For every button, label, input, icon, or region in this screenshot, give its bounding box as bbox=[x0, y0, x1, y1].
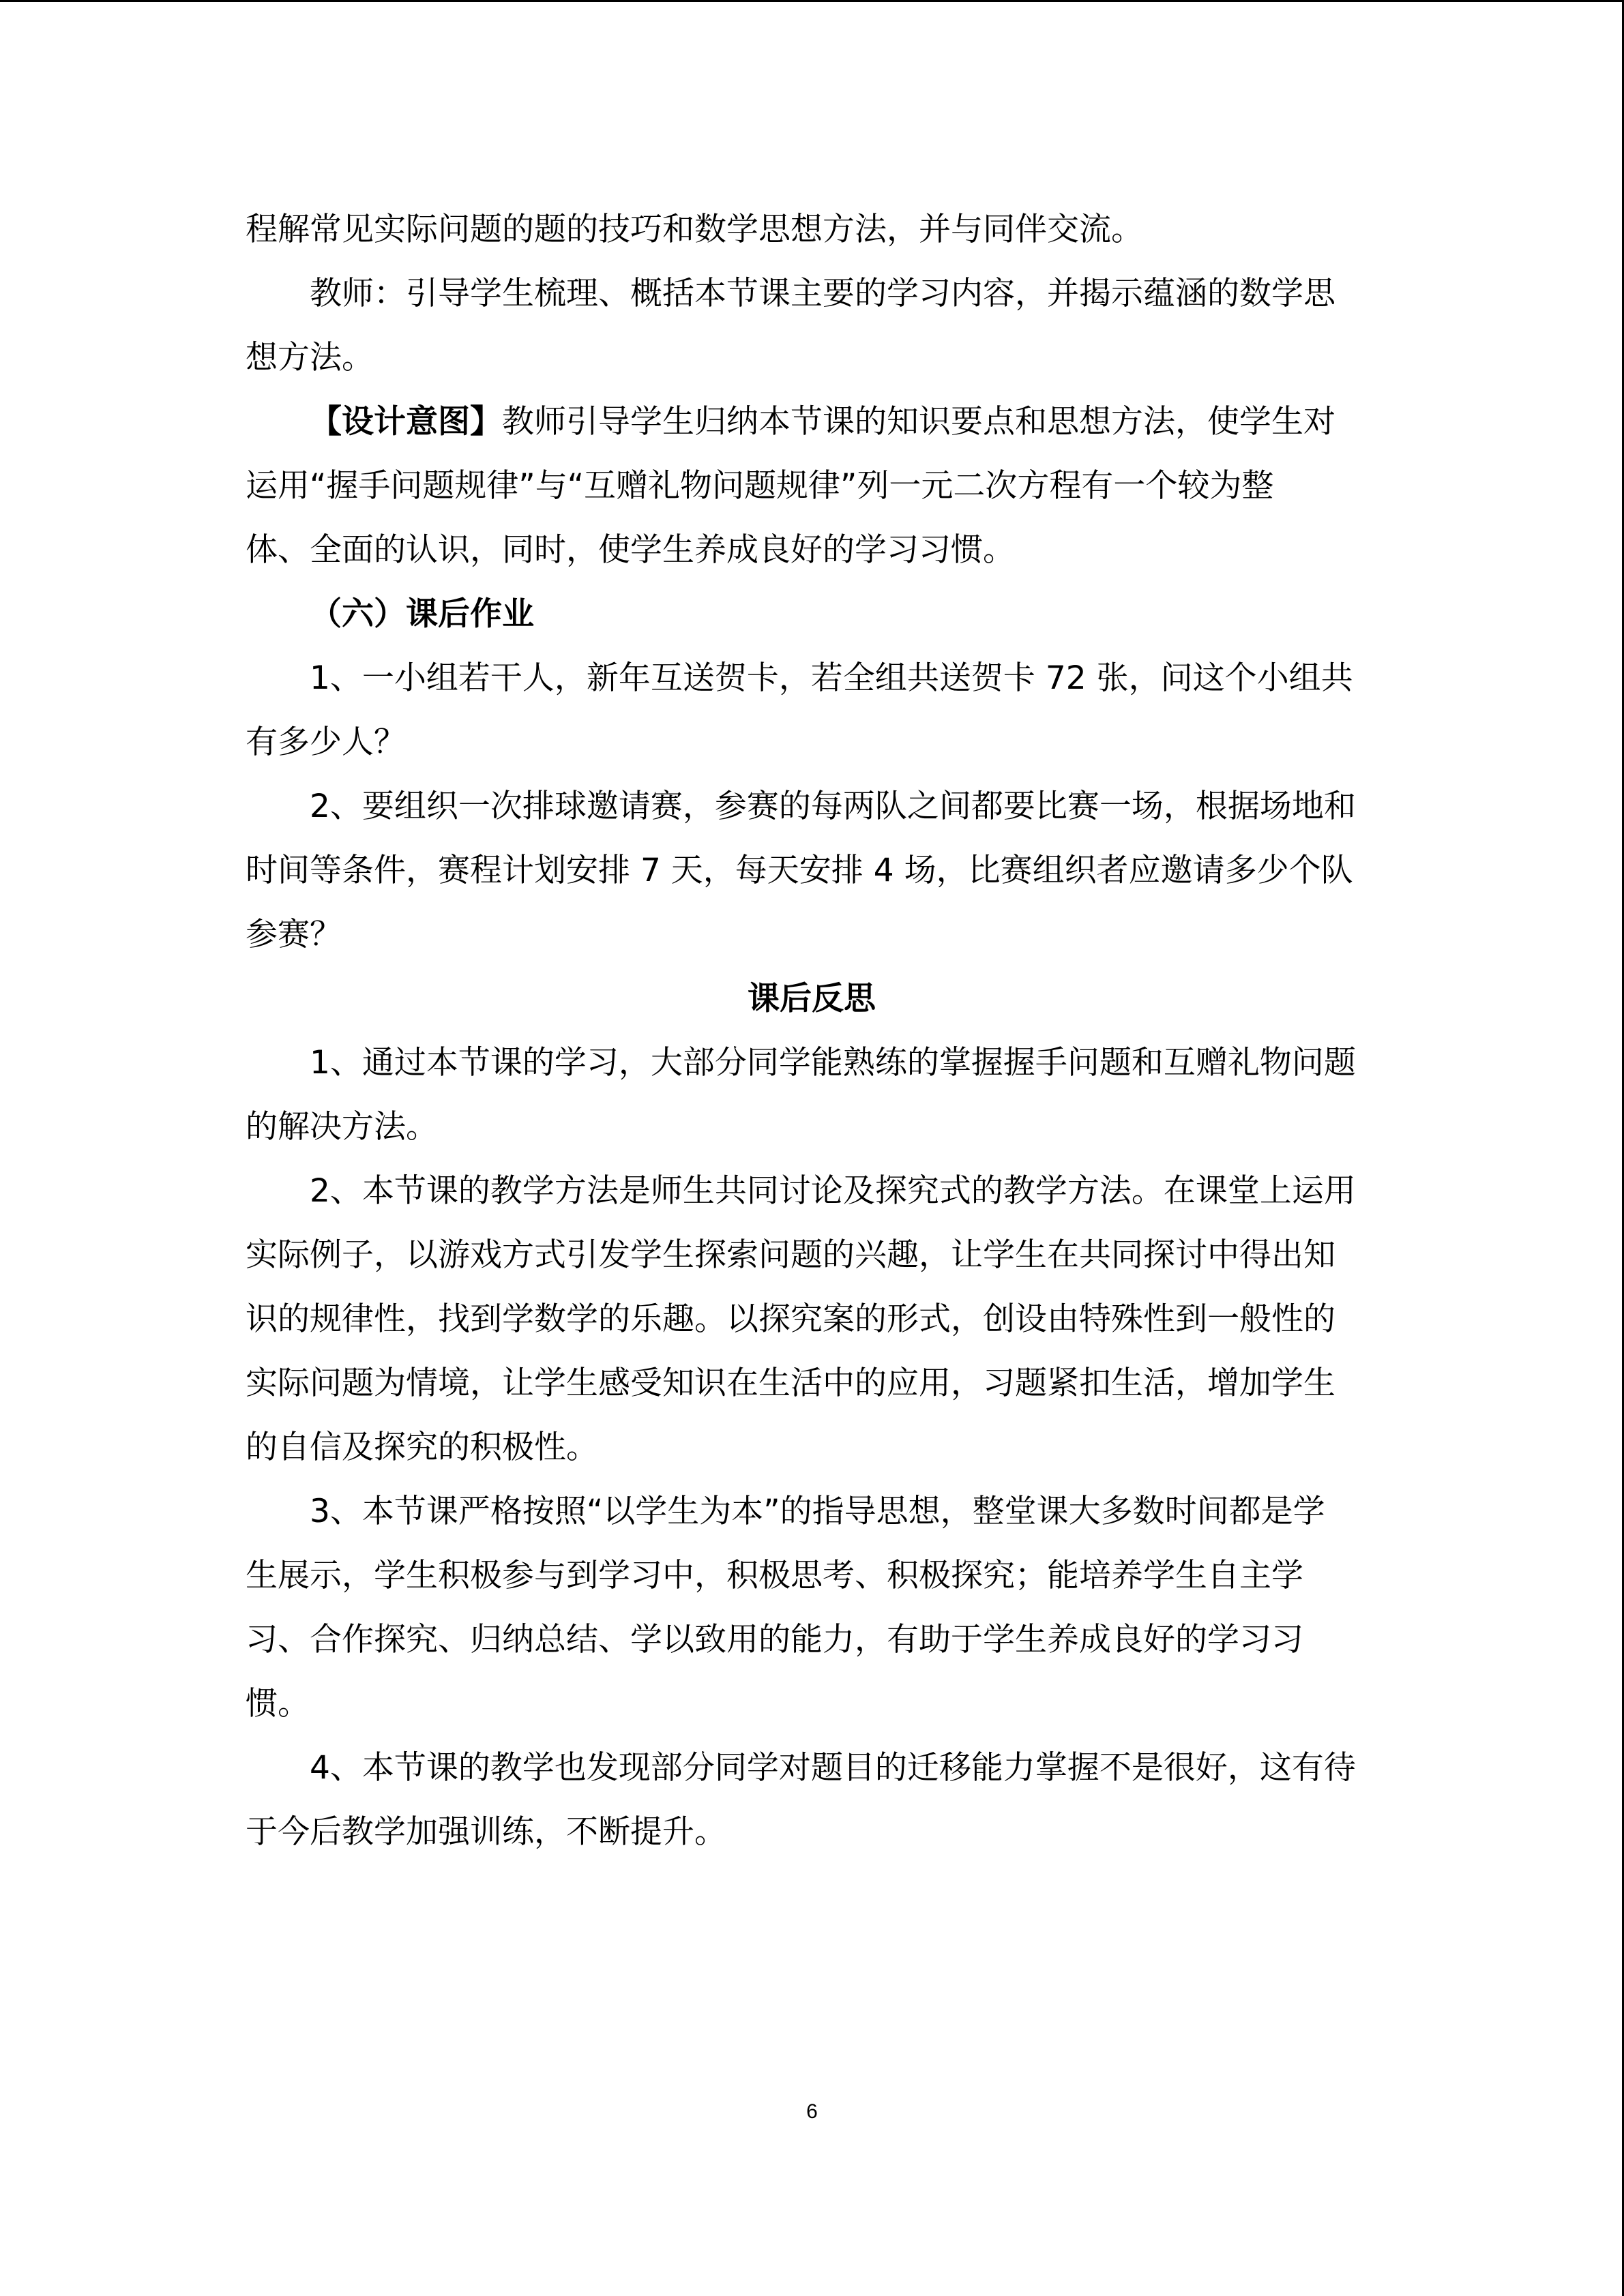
paragraph-line: 的解决方法。 bbox=[246, 1108, 438, 1146]
paragraph-line: 惯。 bbox=[246, 1685, 310, 1723]
homework-item: 1、一小组若干人，新年互送贺卡，若全组共送贺卡 72 张，问这个小组共 bbox=[310, 659, 1353, 697]
paragraph-line: 实际问题为情境，让学生感受知识在生活中的应用，习题紧扣生活，增加学生 bbox=[246, 1365, 1335, 1402]
document-body bbox=[246, 198, 1378, 1864]
paragraph-line: 时间等条件，赛程计划安排 7 天，每天安排 4 场，比赛组织者应邀请多少个队 bbox=[246, 852, 1353, 889]
paragraph-line: 参赛？ bbox=[246, 916, 342, 953]
paragraph-line: 体、全面的认识，同时，使学生养成良好的学习习惯。 bbox=[246, 531, 1015, 569]
design-intent-label: 【设计意图】 bbox=[310, 403, 502, 441]
paragraph-line: 想方法。 bbox=[246, 339, 374, 376]
section-heading: （六）课后作业 bbox=[310, 595, 534, 633]
design-intent-text: 教师引导学生归纳本节课的知识要点和思想方法，使学生对 bbox=[502, 403, 1335, 441]
paragraph-line: 程解常见实际问题的题的技巧和数学思想方法，并与同伴交流。 bbox=[246, 211, 1143, 248]
reflection-item: 3、本节课严格按照“以学生为本”的指导思想，整堂课大多数时间都是学 bbox=[310, 1493, 1325, 1530]
reflection-item: 4、本节课的教学也发现部分同学对题目的迁移能力掌握不是很好，这有待 bbox=[310, 1749, 1356, 1787]
page-number: 6 bbox=[806, 2100, 818, 2123]
paragraph-line: 有多少人？ bbox=[246, 724, 406, 761]
paragraph-line: 生展示，学生积极参与到学习中，积极思考、积极探究；能培养学生自主学 bbox=[246, 1557, 1303, 1594]
paragraph-line: 运用“握手问题规律”与“互赠礼物问题规律”列一元二次方程有一个较为整 bbox=[246, 467, 1274, 505]
reflection-heading: 课后反思 bbox=[748, 980, 876, 1017]
paragraph-line: 于今后教学加强训练，不断提升。 bbox=[246, 1813, 726, 1851]
homework-item: 2、要组织一次排球邀请赛，参赛的每两队之间都要比赛一场，根据场地和 bbox=[310, 788, 1356, 825]
reflection-item: 2、本节课的教学方法是师生共同讨论及探究式的教学方法。在课堂上运用 bbox=[310, 1172, 1356, 1210]
paragraph-line: 实际例子，以游戏方式引发学生探索问题的兴趣，让学生在共同探讨中得出知 bbox=[246, 1236, 1335, 1274]
paragraph-line: 的自信及探究的积极性。 bbox=[246, 1429, 598, 1466]
design-intent-line bbox=[246, 390, 1378, 454]
reflection-item: 1、通过本节课的学习，大部分同学能熟练的掌握握手问题和互赠礼物问题 bbox=[310, 1044, 1356, 1082]
paragraph-line: 教师：引导学生梳理、概括本节课主要的学习内容，并揭示蕴涵的数学思 bbox=[310, 275, 1335, 312]
paragraph-line: 习、合作探究、归纳总结、学以致用的能力，有助于学生养成良好的学习习 bbox=[246, 1621, 1303, 1658]
paragraph-line: 识的规律性，找到学数学的乐趣。以探究案的形式，创设由特殊性到一般性的 bbox=[246, 1300, 1335, 1338]
